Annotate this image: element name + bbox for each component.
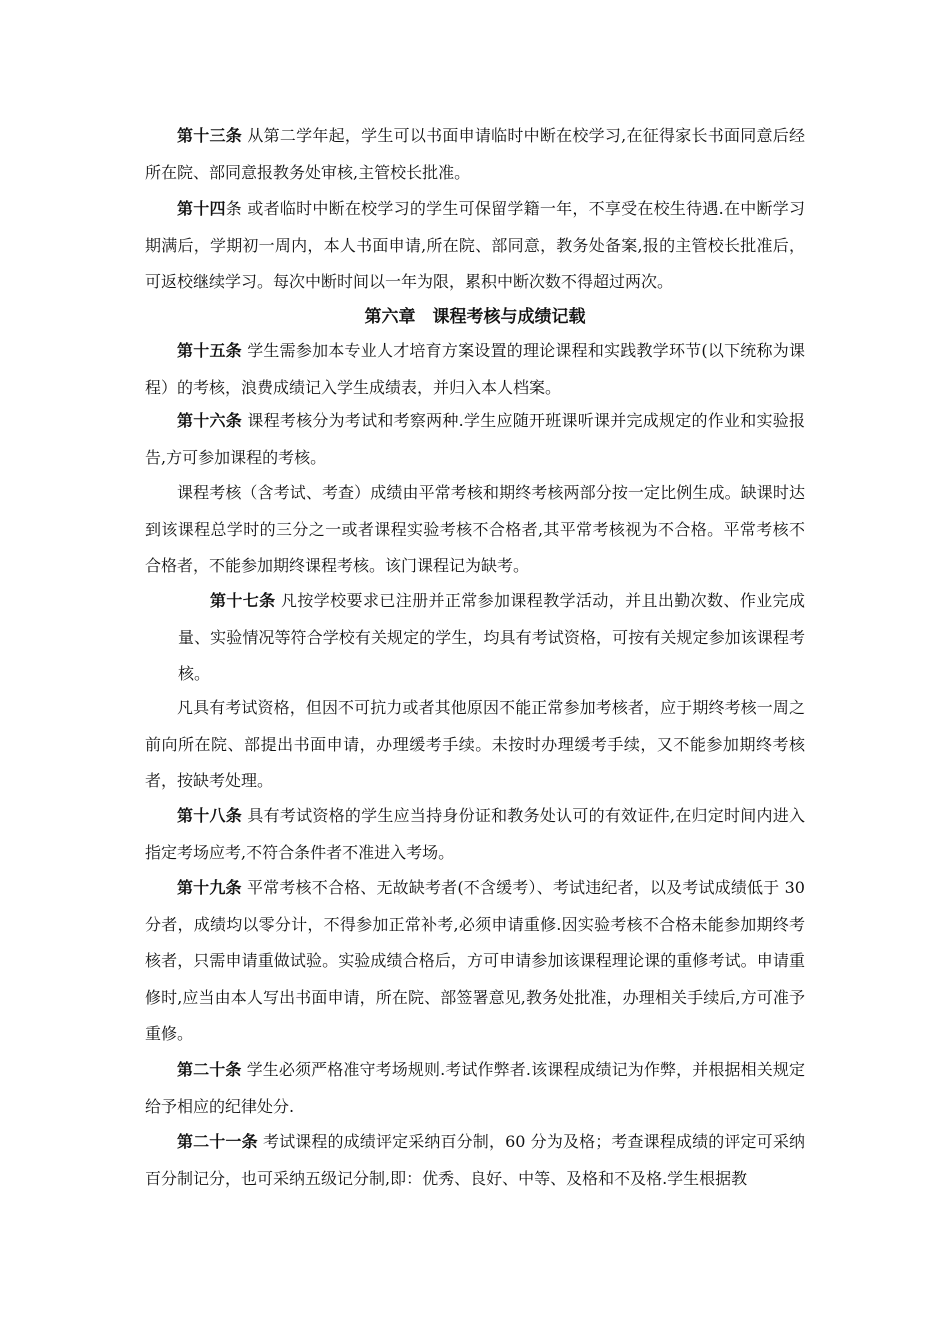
article-14 — [145, 191, 805, 301]
article-text: 从第二学年起，学生可以书面申请临时中断在校学习,在征得家长书面同意后经所在院、部同意报教务处审核,主管校长批准。 — [145, 126, 805, 182]
article-text: 课程考核（含考试、考查）成绩由平常考核和期终考核两部分按一定比例生成。缺课时达到该课程总学时的三分之一或者课程实验考核不合格者,其平常考核视为不合格。平常考核不合格者，不能参加期终课程考核。该门课程记为缺考。 — [145, 483, 805, 575]
paragraph-deferred-exam — [145, 690, 805, 800]
article-text: 平常考核不合格、无故缺考者(不含缓考）、考试违纪者，以及考试成绩低于 30 分者，成绩均以零分计，不得参加正常补考,必须申请重修.因实验考核不合格未能参加期终考核者，只需申请重做试验。实验成绩合格后，方可申请参加该课程理论课的重修考试。申请重修时,应当由本人写出书面申请，所在院、部签署意见,教务处批准，办理相关手续后,方可准予重修。 — [145, 878, 805, 1043]
article-17 — [178, 583, 805, 693]
article-label: 第十七条 — [210, 591, 276, 610]
article-label: 第十九条 — [177, 878, 242, 897]
article-text: 具有考试资格的学生应当持身份证和教务处认可的有效证件,在归定时间内进入指定考场应考,不符合条件者不准进入考场。 — [145, 806, 805, 862]
article-text: 学生需参加本专业人才培育方案设置的理论课程和实践教学环节(以下统称为课程）的考核，浪费成绩记入学生成绩表，并归入本人档案。 — [145, 341, 805, 397]
article-18 — [145, 798, 805, 871]
article-15 — [145, 333, 805, 406]
article-text: 学生必须严格准守考场规则.考试作弊者.该课程成绩记为作弊，并根据相关规定给予相应的纪律处分. — [145, 1060, 805, 1116]
article-20 — [145, 1052, 805, 1125]
article-text: 课程考核分为考试和考察两种.学生应随开班课听课并完成规定的作业和实验报告,方可参加课程的考核。 — [145, 411, 805, 467]
article-text: 考试课程的成绩评定采纳百分制，60 分为及格；考查课程成绩的评定可采纳百分制记分，也可采纳五级记分制,即：优秀、良好、中等、及格和不及格.学生根据教 — [145, 1132, 805, 1188]
article-label: 第十八条 — [177, 806, 243, 825]
article-text: 凡具有考试资格，但因不可抗力或者其他原因不能正常参加考核者，应于期终考核一周之前向所在院、部提出书面申请，办理缓考手续。未按时办理缓考手续，又不能参加期终考核者，按缺考处理。 — [145, 698, 805, 790]
article-21 — [145, 1124, 805, 1197]
chapter-title: 第六章 课程考核与成绩记载 — [364, 307, 586, 327]
article-19 — [145, 870, 805, 1053]
article-label: 第十六条 — [177, 411, 243, 430]
article-16 — [145, 403, 805, 476]
article-label: 第十五条 — [177, 341, 242, 360]
article-label: 第十四 — [177, 199, 226, 218]
article-text: 凡按学校要求已注册并正常参加课程教学活动，并且出勤次数、作业完成量、实验情况等符合学校有关规定的学生，均具有考试资格，可按有关规定参加该课程考核。 — [178, 591, 805, 683]
article-label: 第十三条 — [177, 126, 243, 145]
paragraph-assessment — [145, 475, 805, 585]
article-label: 第二十一条 — [177, 1132, 258, 1151]
article-label: 第二十条 — [177, 1060, 242, 1079]
article-text: 条 或者临时中断在校学习的学生可保留学籍一年，不享受在校生待遇.在中断学习期满后，学期初一周内，本人书面申请,所在院、部同意，教务处备案,报的主管校长批准后，可返校继续学习。每次中断时间以一年为限，累积中断次数不得超过两次。 — [145, 199, 805, 291]
article-13 — [145, 118, 805, 191]
